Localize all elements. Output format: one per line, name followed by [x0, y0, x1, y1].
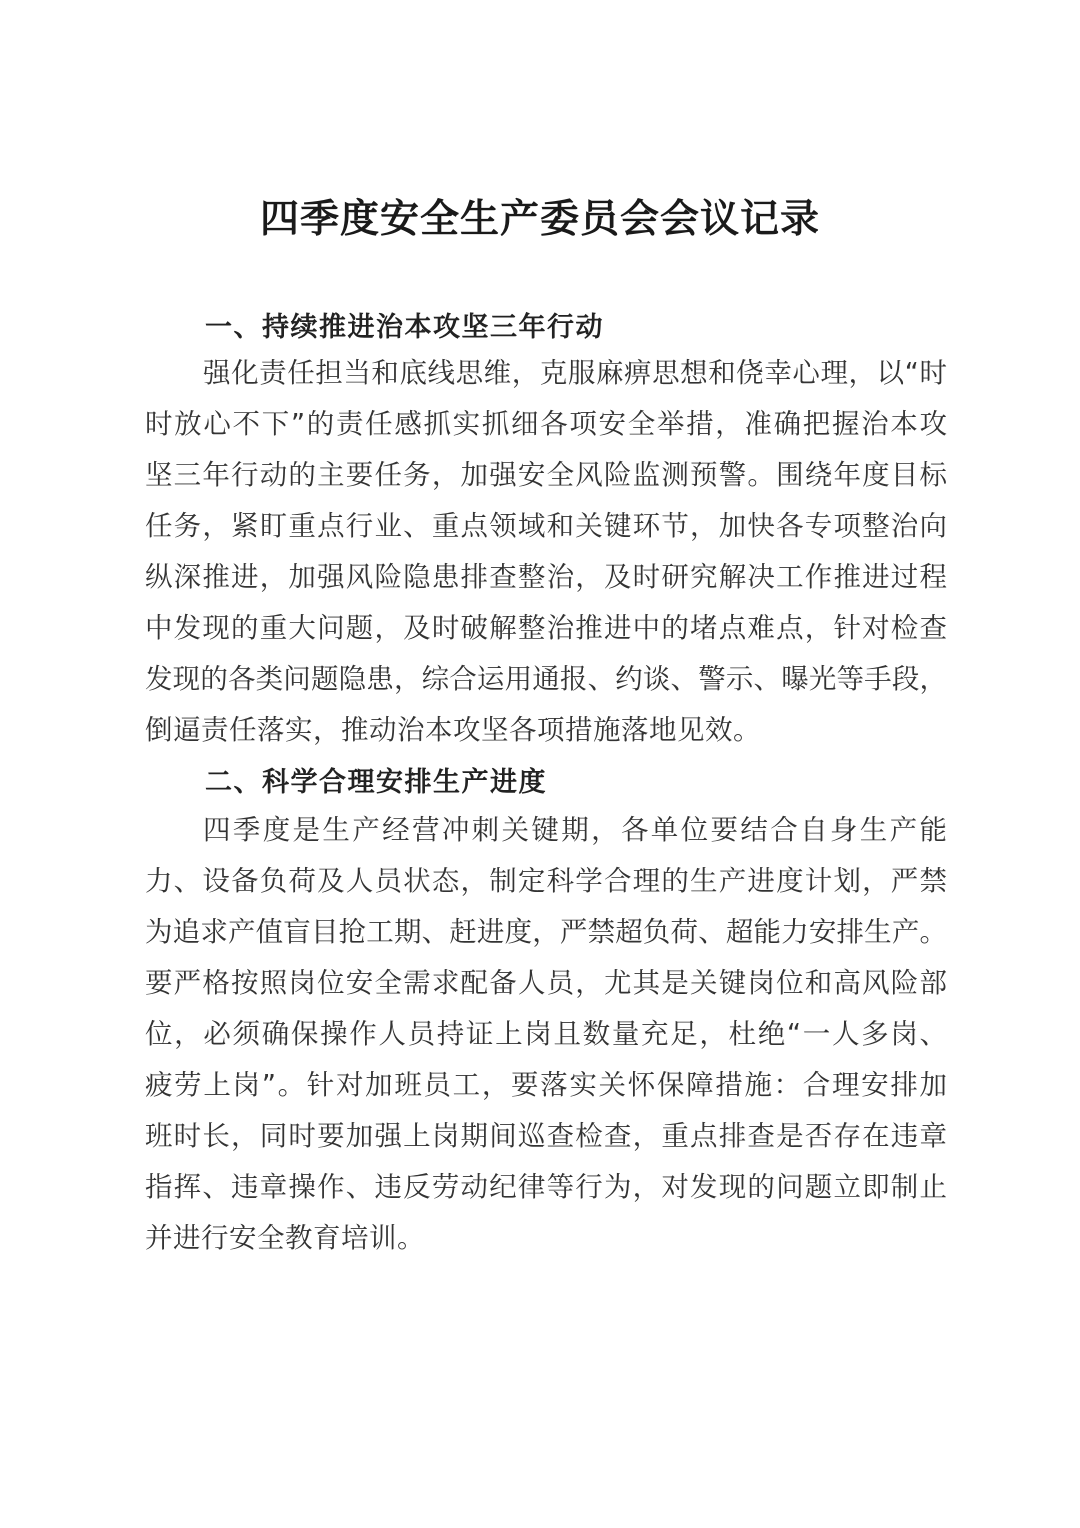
section-heading-2: 二、科学合理安排生产进度 — [205, 767, 547, 798]
paragraph-line: 强化责任担当和底线思维，克服麻痹思想和侥幸心理，以“时 — [203, 357, 947, 389]
paragraph-line: 中发现的重大问题，及时破解整治推进中的堵点难点，针对检查 — [145, 612, 947, 644]
paragraph-line: 并进行安全教育培训。 — [145, 1222, 425, 1254]
section-heading-1: 一、持续推进治本攻坚三年行动 — [205, 312, 604, 343]
section-paragraph-1 — [145, 348, 947, 756]
paragraph-line: 疲劳上岗”。针对加班员工，要落实关怀保障措施：合理安排加 — [145, 1069, 947, 1101]
document-title: 四季度安全生产委员会会议记录 — [259, 196, 820, 242]
section-paragraph-2 — [145, 805, 947, 1264]
paragraph-line: 倒逼责任落实，推动治本攻坚各项措施落地见效。 — [145, 714, 761, 746]
paragraph-line: 坚三年行动的主要任务，加强安全风险监测预警。围绕年度目标 — [145, 459, 947, 491]
paragraph-line: 班时长，同时要加强上岗期间巡查检查，重点排查是否存在违章 — [145, 1120, 947, 1152]
paragraph-line: 任务，紧盯重点行业、重点领域和关键环节，加快各专项整治向 — [145, 510, 947, 542]
paragraph-line: 纵深推进，加强风险隐患排查整治，及时研究解决工作推进过程 — [145, 561, 947, 593]
paragraph-line: 要严格按照岗位安全需求配备人员，尤其是关键岗位和高风险部 — [145, 967, 947, 999]
paragraph-line: 发现的各类问题隐患，综合运用通报、约谈、警示、曝光等手段， — [145, 663, 947, 695]
paragraph-line: 为追求产值盲目抢工期、赶进度，严禁超负荷、超能力安排生产。 — [145, 916, 947, 948]
paragraph-line: 位，必须确保操作人员持证上岗且数量充足，杜绝“一人多岗、 — [145, 1018, 947, 1050]
paragraph-line: 时放心不下”的责任感抓实抓细各项安全举措，准确把握治本攻 — [145, 408, 947, 440]
paragraph-line: 四季度是生产经营冲刺关键期，各单位要结合自身生产能 — [203, 814, 947, 846]
paragraph-line: 力、设备负荷及人员状态，制定科学合理的生产进度计划，严禁 — [145, 865, 947, 897]
paragraph-line: 指挥、违章操作、违反劳动纪律等行为，对发现的问题立即制止 — [145, 1171, 947, 1203]
